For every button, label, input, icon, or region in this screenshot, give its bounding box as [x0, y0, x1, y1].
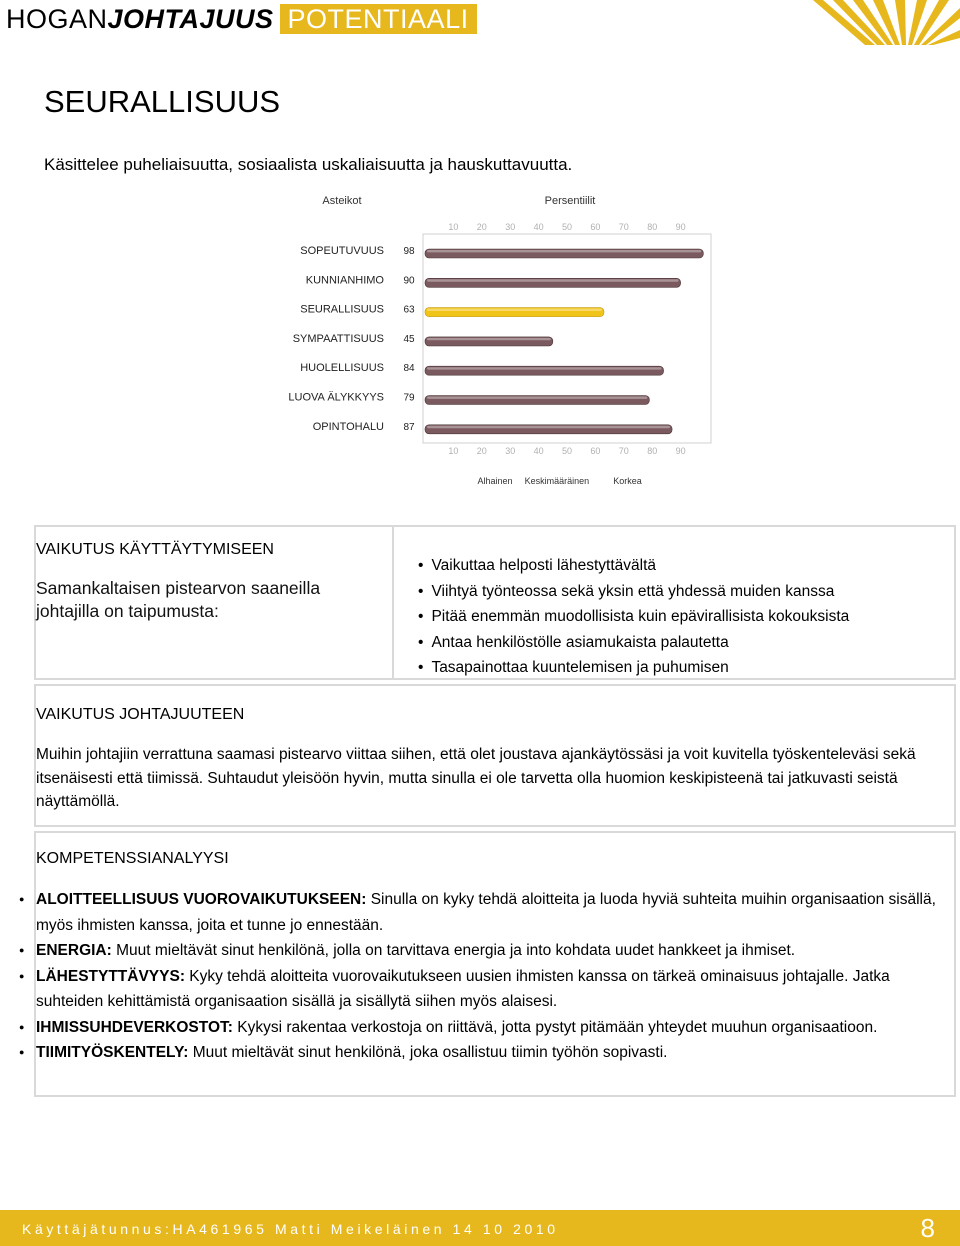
competency-text: Sinulla on kyky tehdä aloitteita ja luoda hyviä suhteita muihin organisaation sisällä, myös ihmisten kanssa, joita et tunne jo ennestään. — [36, 891, 936, 934]
brand-logo — [6, 3, 477, 35]
value-label: 79 — [403, 392, 415, 404]
footer-user-id: Käyttäjätunnus:HA461965 Matti Meikeläinen 14 10 2010 — [22, 1221, 559, 1237]
category-label: SYMPAATTISUUS — [292, 332, 384, 345]
competency-text: Muut mieltävät sinut henkilönä, joka osallistuu tiimin työhön sopivasti. — [188, 1044, 668, 1061]
category-label: KUNNIANHIMO — [305, 274, 384, 287]
competency-label: ALOITTEELLISUUS VUOROVAIKUTUKSEEN: — [36, 891, 367, 908]
bar-shine — [427, 279, 679, 281]
category-label: LUOVA ÄLYKKYYS — [288, 391, 384, 404]
x-tick-bottom: 70 — [618, 446, 629, 456]
page-footer — [0, 1210, 960, 1246]
value-label: 45 — [403, 333, 415, 345]
value-label: 90 — [403, 275, 415, 287]
behavior-title: VAIKUTUS KÄYTTÄYTYMISEEN — [36, 541, 274, 558]
x-tick-bottom: 30 — [505, 446, 516, 456]
behavior-item: • Antaa henkilöstölle asiamukaista palautetta — [418, 630, 849, 656]
competency-label: LÄHESTYTTÄVYYS: — [36, 967, 185, 985]
x-tick-top: 60 — [590, 222, 601, 232]
value-label: 63 — [403, 304, 415, 316]
competency-label: TIIMITYÖSKENTELY: — [36, 1044, 189, 1061]
x-tick-top: 30 — [505, 222, 516, 232]
bar-shine — [427, 426, 670, 428]
x-tick-top: 80 — [647, 222, 658, 232]
competency-title: KOMPETENSSIANALYYSI — [36, 850, 229, 867]
x-tick-bottom: 90 — [675, 446, 686, 456]
band-label: Korkea — [613, 476, 642, 486]
scales-header: Asteikot — [322, 195, 362, 207]
category-label: HUOLELLISUUS — [300, 362, 384, 375]
leadership-box — [34, 684, 956, 827]
competency-text: Kykysi rakentaa verkostoja on riittävä, jotta pystyt pitämään yhteydet muuhun organisaatioon. — [232, 1018, 878, 1036]
x-tick-bottom: 40 — [533, 446, 544, 456]
x-tick-bottom: 60 — [590, 446, 601, 456]
competency-box — [34, 831, 956, 1097]
bar-shine — [427, 309, 602, 311]
page-number: 8 — [920, 1213, 935, 1243]
percentile-chart — [250, 188, 720, 488]
brand-hogan: HOGAN — [6, 4, 108, 34]
behavior-item: • Pitää enemmän muodollisista kuin epävirallisista kokouksista — [418, 604, 849, 630]
band-label: Alhainen — [477, 476, 513, 486]
value-label: 98 — [403, 246, 415, 257]
x-tick-top: 40 — [533, 222, 544, 232]
competency-item — [36, 964, 936, 1015]
sunburst-logo-icon — [805, 0, 960, 45]
competency-item — [36, 887, 936, 938]
x-tick-top: 20 — [476, 222, 487, 232]
leadership-text: Muihin johtajiin verrattuna saamasi pistearvo viittaa siihen, että olet joustava ajankäytössäsi ja voit kuvitella työskenteleväsi sekä itsenäisesti että tiimissä. Suhtaudut yleisöön hyvin, mutta sinulla ei ole tarvetta olla huomion keskipisteenä tai jatkuvasti seistä näyttämöllä. — [36, 746, 916, 810]
competency-list — [36, 887, 936, 1066]
brand-johtajuus: JOHTAJUUS — [107, 4, 274, 34]
x-tick-top: 50 — [561, 222, 573, 232]
behavior-item: • Viihtyä työnteossa sekä yksin että yhdessä muiden kanssa — [418, 579, 849, 605]
x-tick-bottom: 10 — [448, 446, 459, 456]
bar-shine — [427, 397, 647, 399]
behavior-lead: Samankaltaisen pistearvon saaneilla johtajilla on taipumusta: — [36, 578, 321, 621]
category-label: SOPEUTUVUUS — [300, 245, 384, 257]
x-tick-top: 10 — [448, 222, 459, 232]
x-tick-bottom: 80 — [647, 446, 658, 456]
box-divider — [392, 527, 394, 678]
behavior-item: • Vaikuttaa helposti lähestyttävältä — [418, 553, 849, 579]
band-label: Keskimääräinen — [524, 476, 590, 486]
competency-label: IHMISSUHDEVERKOSTOT: — [36, 1018, 233, 1036]
behavior-item: • Tasapainottaa kuuntelemisen ja puhumisen — [418, 655, 849, 681]
competency-label: ENERGIA: — [36, 942, 112, 959]
x-tick-top: 90 — [675, 222, 686, 232]
x-tick-top: 70 — [618, 222, 629, 232]
brand-potentiaali: POTENTIAALI — [280, 4, 477, 34]
competency-item — [36, 1040, 936, 1066]
bar-shine — [427, 367, 662, 369]
behavior-box — [34, 525, 956, 680]
competency-item — [36, 938, 936, 964]
competency-text: Muut mieltävät sinut henkilönä, jolla on tarvittava energia ja into kohdata uudet hankkeet ja ihmiset. — [111, 942, 796, 959]
bar-shine — [427, 338, 551, 340]
page-subtitle: Käsittelee puheliaisuutta, sosiaalista uskaliaisuutta ja hauskuttavuutta. — [44, 155, 573, 174]
value-label: 87 — [403, 421, 415, 433]
page-title: SEURALLISUUS — [44, 84, 281, 119]
page-header — [0, 0, 960, 40]
percentiles-header: Persentiilit — [544, 195, 596, 207]
competency-text: Kyky tehdä aloitteita vuorovaikutukseen uusien ihmisten kanssa on tärkeä ominaisuus johtajalle. Jatka suhteiden kehittämistä organisaation sisällä ja sisällytä siihen myös alaisesi. — [36, 967, 890, 1010]
category-label: SEURALLISUUS — [300, 303, 384, 316]
x-tick-bottom: 20 — [476, 446, 487, 456]
competency-item — [36, 1015, 936, 1041]
leadership-title: VAIKUTUS JOHTAJUUTEEN — [36, 706, 245, 723]
value-label: 84 — [403, 363, 415, 375]
behavior-list — [418, 553, 849, 681]
x-tick-bottom: 50 — [561, 446, 573, 456]
category-label: OPINTOHALU — [312, 420, 384, 433]
bar-shine — [427, 250, 701, 252]
